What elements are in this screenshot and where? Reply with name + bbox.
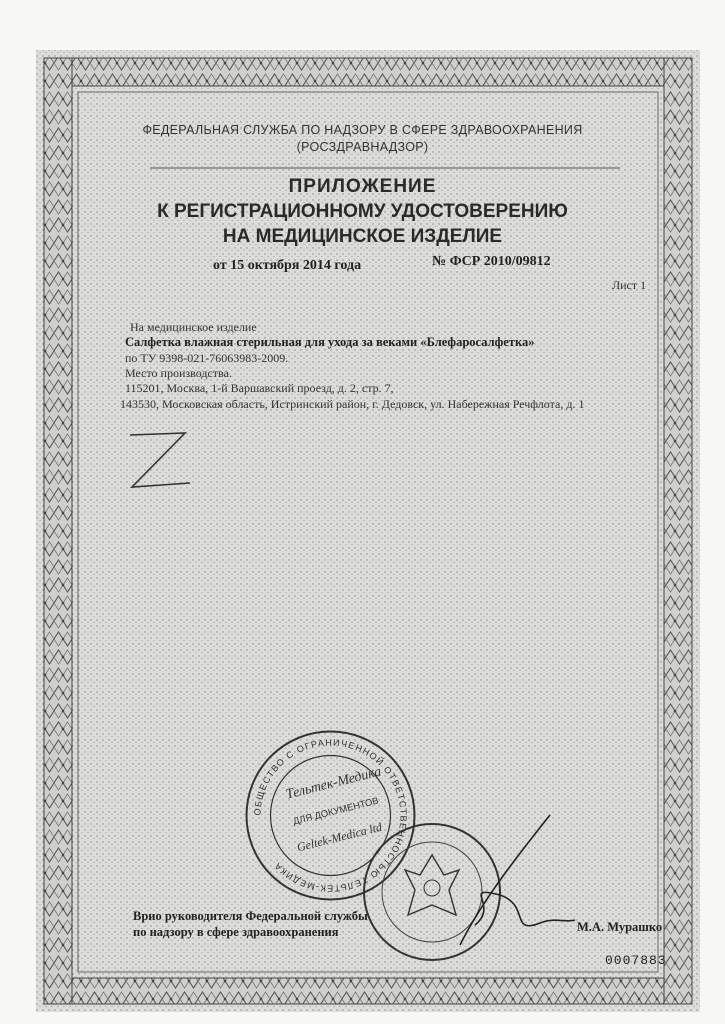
signature [440, 805, 580, 955]
place-label: Место производства. [125, 366, 232, 380]
sheet-indicator [612, 278, 646, 293]
number-value: ФСР 2010/09812 [449, 254, 551, 269]
document-subtitle-line1: К РЕГИСТРАЦИОННОМУ УДОСТОВЕРЕНИЮ [157, 201, 568, 222]
address-2: 143530, Московская область, Истринский район, г. Дедовск, ул. Набережная Речфлота, д. 1 [120, 397, 585, 411]
address-1: 115201, Москва, 1-й Варшавский проезд, д. 2, стр. 7, [125, 381, 394, 395]
device-spec: по ТУ 9398-021-76063983-2009. [125, 351, 289, 365]
date-value: 15 октября 2014 года [230, 258, 362, 273]
z-strike-mark [120, 425, 200, 495]
stamp-center-line2: ДЛЯ ДОКУМЕНТОВ [291, 795, 380, 828]
registration-number [432, 254, 551, 270]
stamp-ring-text: ОБЩЕСТВО С ОГРАНИЧЕННОЙ ОТВЕТСТВЕННОСТЬЮ ТЕЛЬТЕК-МЕДИКА [252, 737, 409, 894]
document-title: ПРИЛОЖЕНИЕ [288, 176, 437, 197]
signer-role-line1: Врио руководителя Федеральной службы [133, 909, 368, 923]
stamp-center-line1: Тельтек-Медика [284, 764, 383, 803]
document-subtitle-line2: НА МЕДИЦИНСКОЕ ИЗДЕЛИЕ [222, 226, 503, 247]
device-name: Салфетка влажная стерильная для ухода за веками «Блефаросалфетка» [125, 335, 535, 349]
serial-number: 0007883 [605, 953, 667, 968]
registration-date [213, 258, 361, 274]
agency-abbreviation: (РОСЗДРАВНАДЗОР) [296, 140, 429, 154]
number-label: № [432, 254, 447, 269]
agency-name: ФЕДЕРАЛЬНАЯ СЛУЖБА ПО НАДЗОРУ В СФЕРЕ ЗДРАВООХРАНЕНИЯ [142, 123, 583, 137]
stamp-center-line3: Geltek-Medica ltd [295, 819, 384, 855]
signer-role-line2: по надзору в сфере здравоохранения [133, 925, 339, 939]
date-prefix: от [213, 258, 227, 273]
signer-name: М.А. Мурашко [577, 920, 663, 934]
device-label: На медицинское изделие [130, 320, 257, 334]
sheet-label: Лист [612, 278, 638, 292]
sheet-number: 1 [640, 278, 647, 292]
